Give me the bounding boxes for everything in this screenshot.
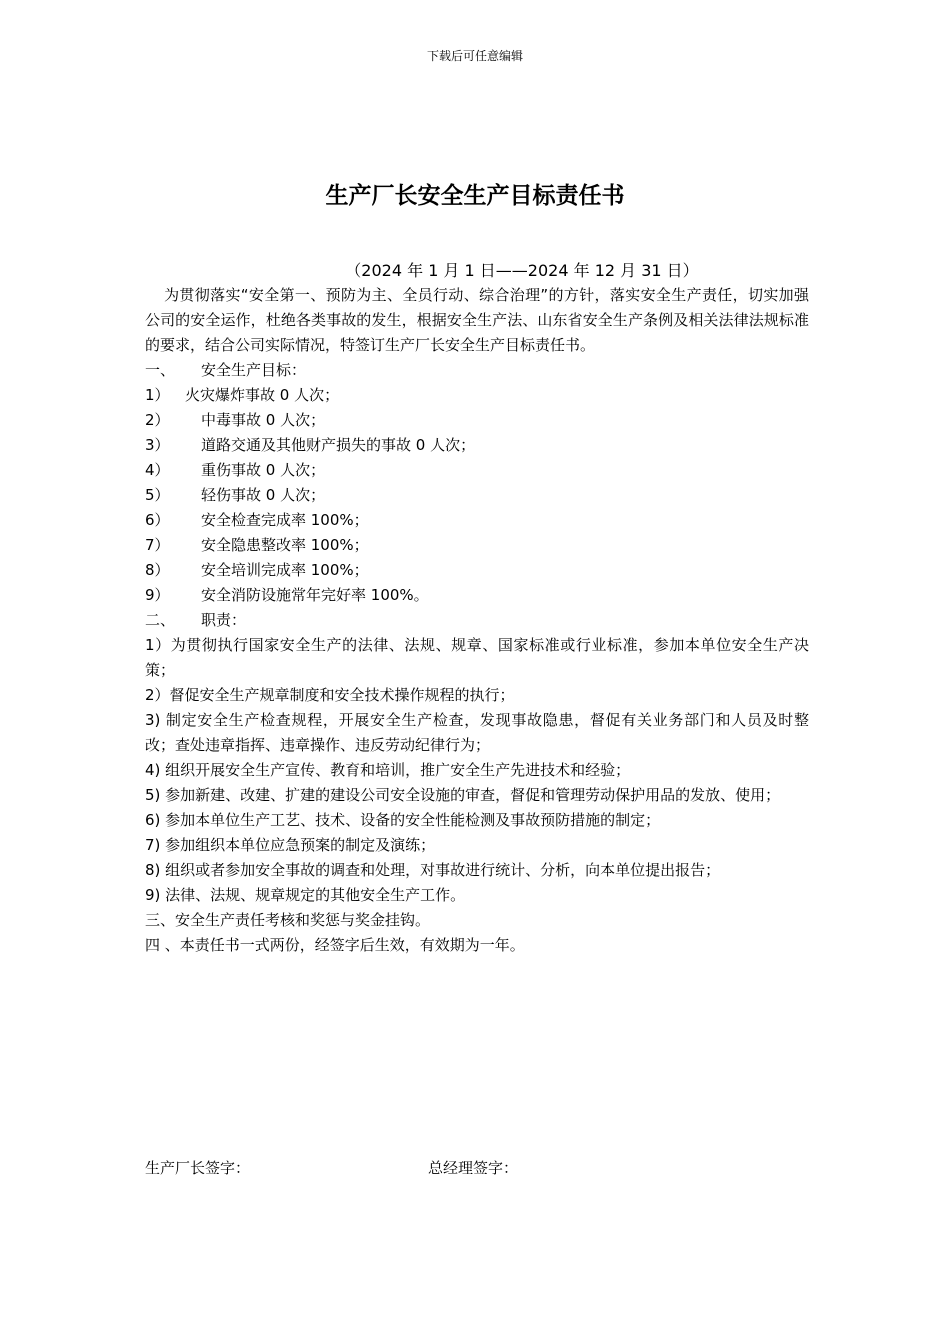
goal-item bbox=[145, 533, 809, 558]
goal-text: 重伤事故 0 人次； bbox=[201, 461, 326, 479]
section-title: 安全生产目标： bbox=[201, 361, 307, 379]
section-number: 一、 bbox=[145, 361, 176, 379]
document-title: 生产厂长安全生产目标责任书 bbox=[325, 183, 625, 209]
duty-item: 1）为贯彻执行国家安全生产的法律、法规、规章、国家标准或行业标准，参加本单位安全生产决策； bbox=[145, 636, 809, 679]
section-2-heading bbox=[145, 608, 809, 633]
goal-item bbox=[145, 383, 809, 408]
goal-text: 安全培训完成率 100%； bbox=[201, 561, 369, 579]
goal-number: 5） bbox=[145, 486, 170, 504]
duty-item: 4) 组织开展安全生产宣传、教育和培训，推广安全生产先进技术和经验； bbox=[145, 761, 631, 779]
goal-text: 轻伤事故 0 人次； bbox=[201, 486, 326, 504]
goal-number: 3） bbox=[145, 436, 170, 454]
goal-number: 9） bbox=[145, 586, 170, 604]
goal-item bbox=[145, 433, 809, 458]
general-manager-signature-label: 总经理签字： bbox=[428, 1159, 519, 1177]
duty-item: 3) 制定安全生产检查规程，开展安全生产检查，发现事故隐患，督促有关业务部门和人员及时整改；查处违章指挥、违章操作、违反劳动纪律行为； bbox=[145, 711, 809, 754]
section-4: 四 、本责任书一式两份，经签字后生效，有效期为一年。 bbox=[145, 936, 525, 954]
goal-item bbox=[145, 408, 809, 433]
goal-item bbox=[145, 558, 809, 583]
date-range: （2024 年 1 月 1 日——2024 年 12 月 31 日） bbox=[345, 261, 699, 280]
goal-number: 7） bbox=[145, 536, 170, 554]
goal-text: 中毒事故 0 人次； bbox=[201, 411, 326, 429]
duty-item: 9) 法律、法规、规章规定的其他安全生产工作。 bbox=[145, 886, 466, 904]
goal-number: 2） bbox=[145, 411, 170, 429]
goal-item bbox=[145, 483, 809, 508]
duty-item: 7) 参加组织本单位应急预案的制定及演练； bbox=[145, 836, 436, 854]
goal-number: 8） bbox=[145, 561, 170, 579]
goal-item bbox=[145, 508, 809, 533]
section-number: 二、 bbox=[145, 611, 176, 629]
duty-item: 2）督促安全生产规章制度和安全技术操作规程的执行； bbox=[145, 686, 515, 704]
goal-text: 安全检查完成率 100%； bbox=[201, 511, 369, 529]
duty-item: 8) 组织或者参加安全事故的调查和处理，对事故进行统计、分析，向本单位提出报告； bbox=[145, 861, 721, 879]
section-title: 职责： bbox=[201, 611, 247, 629]
goal-number: 1） bbox=[145, 386, 170, 404]
header-note: 下载后可任意编辑 bbox=[426, 49, 523, 63]
goal-text: 安全隐患整改率 100%； bbox=[201, 536, 369, 554]
document-body bbox=[145, 258, 809, 958]
goal-item bbox=[145, 583, 809, 608]
goal-text: 道路交通及其他财产损失的事故 0 人次； bbox=[201, 436, 476, 454]
duty-item: 5) 参加新建、改建、扩建的建设公司安全设施的审查，督促和管理劳动保护用品的发放、使用； bbox=[145, 786, 781, 804]
goal-number: 4） bbox=[145, 461, 170, 479]
intro-paragraph: 为贯彻落实“安全第一、预防为主、全员行动、综合治理”的方针，落实安全生产责任，切实加强公司的安全运作，杜绝各类事故的发生，根据安全生产法、山东省安全生产条例及相关法律法规标准的要求，结合公司实际情况，特签订生产厂长安全生产目标责任书。 bbox=[145, 286, 809, 354]
goal-text: 安全消防设施常年完好率 100%。 bbox=[201, 586, 429, 604]
section-1-heading bbox=[145, 358, 809, 383]
goal-number: 6） bbox=[145, 511, 170, 529]
production-director-signature-label: 生产厂长签字： bbox=[145, 1159, 251, 1177]
goal-item bbox=[145, 458, 809, 483]
section-3: 三、安全生产责任考核和奖惩与奖金挂钩。 bbox=[145, 911, 431, 929]
goal-text: 火灾爆炸事故 0 人次； bbox=[185, 386, 340, 404]
duty-item: 6) 参加本单位生产工艺、技术、设备的安全性能检测及事故预防措施的制定； bbox=[145, 811, 661, 829]
